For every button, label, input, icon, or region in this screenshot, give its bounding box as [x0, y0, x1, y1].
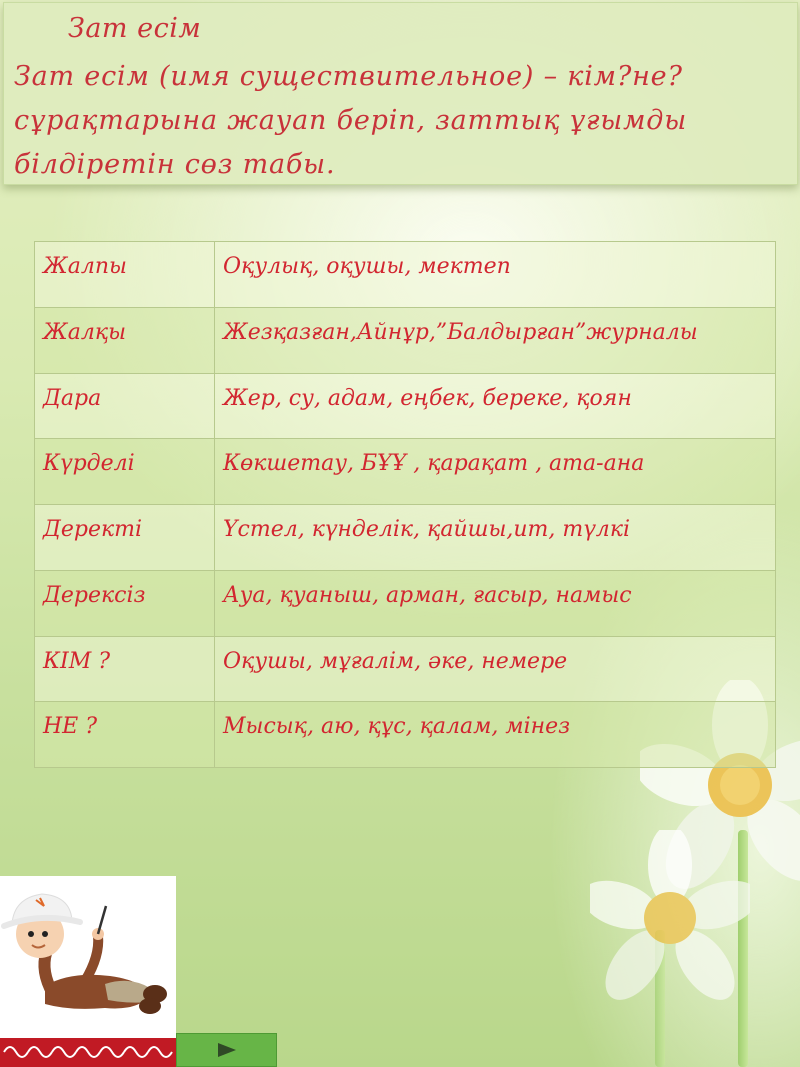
examples-cell: Оқушы, мұғалім, әке, немере	[215, 636, 776, 702]
examples-cell: Жер, су, адам, еңбек, береке, қоян	[215, 373, 776, 439]
play-triangle-icon	[216, 1042, 238, 1058]
definition-text: Зат есім (имя существительное) – кім?не? сұрақтарына жауап беріп, заттық ұғымды білдіретін сөз табы.	[14, 61, 687, 180]
mascot-boy-icon	[0, 876, 176, 1038]
table-row	[35, 242, 776, 308]
daisy-small-icon	[590, 830, 750, 1010]
table-row	[35, 373, 776, 439]
term-cell: Дерексіз	[35, 570, 215, 636]
examples-cell: Ауа, қуаныш, арман, ғасыр, намыс	[215, 570, 776, 636]
examples-cell: Мысық, аю, құс, қалам, мінез	[215, 702, 776, 768]
term-cell: Дара	[35, 373, 215, 439]
term-cell: Күрделі	[35, 439, 215, 505]
next-slide-button[interactable]	[176, 1033, 277, 1067]
flower-stem	[655, 930, 665, 1067]
table-row	[35, 636, 776, 702]
table-row	[35, 439, 776, 505]
term-cell: Деректі	[35, 505, 215, 571]
mascot-card	[0, 876, 176, 1038]
table-row	[35, 505, 776, 571]
term-cell: КІМ ?	[35, 636, 215, 702]
term-cell: Жалпы	[35, 242, 215, 308]
examples-cell: Жезқазған,Айнұр,”Балдырған”журналы	[215, 307, 776, 373]
term-cell: НЕ ?	[35, 702, 215, 768]
flower-stem	[738, 830, 748, 1067]
term-cell: Жалқы	[35, 307, 215, 373]
table-row	[35, 307, 776, 373]
examples-cell: Оқулық, оқушы, мектеп	[215, 242, 776, 308]
ornament-pattern-icon	[0, 1038, 176, 1067]
examples-cell: Көкшетау, БҰҰ , қарақат , ата-ана	[215, 439, 776, 505]
noun-types-table	[34, 241, 776, 768]
section-title: Зат есім	[68, 13, 202, 44]
title-panel	[3, 2, 798, 185]
examples-cell: Үстел, күнделік, қайшы,ит, түлкі	[215, 505, 776, 571]
table-row	[35, 570, 776, 636]
ornament-strip	[0, 1038, 176, 1067]
table-row	[35, 702, 776, 768]
